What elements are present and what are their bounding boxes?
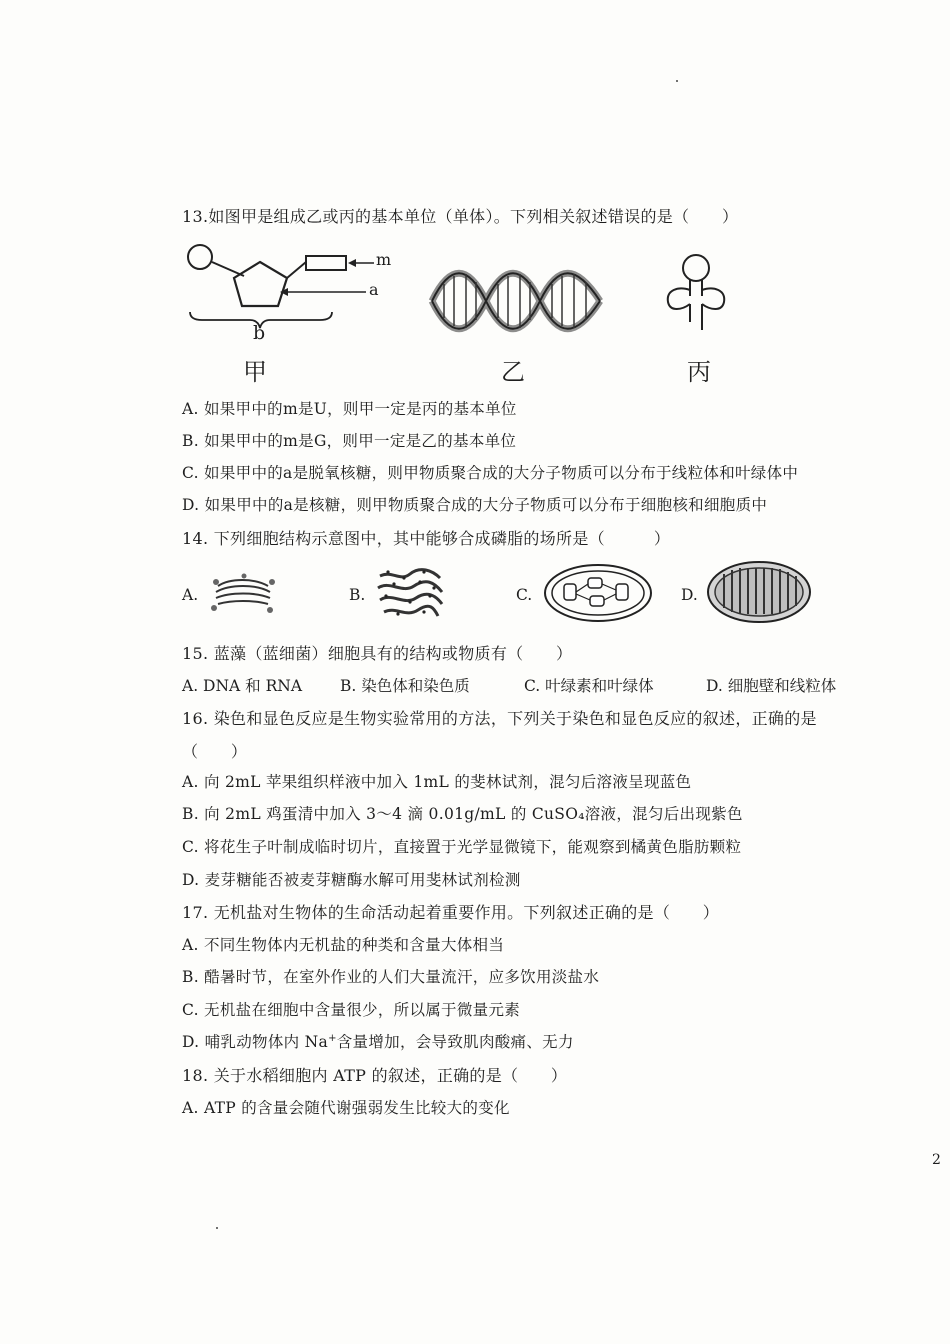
q18-option-a: A. ATP 的含量会随代谢强弱发生比较大的变化 [182,1099,510,1117]
label-m: m [376,250,392,269]
chloroplast-image [542,562,654,624]
q13-option-d: D. 如果甲中的a是核糖，则甲物质聚合成的大分子物质可以分布于细胞核和细胞质中 [182,496,768,514]
sugar-pentagon [234,262,287,306]
q17-option-a: A. 不同生物体内无机盐的种类和含量大体相当 [182,936,505,954]
q14-option-b-label: B. [349,586,366,604]
label-jia: 甲 [243,358,267,386]
q17-stem: 17. 无机盐对生物体的生命活动起着重要作用。下列叙述正确的是（ ） [182,903,720,922]
q13-option-c: C. 如果甲中的a是脱氧核糖，则甲物质聚合成的大分子物质可以分布于线粒体和叶绿体中 [182,464,799,482]
q16-stem-line2: （ ） [182,742,248,761]
q13-option-b: B. 如果甲中的m是G，则甲一定是乙的基本单位 [182,432,517,450]
q17-option-d [182,1030,574,1052]
q14-option-d-label: D. [681,586,698,604]
q14-stem: 14. 下列细胞结构示意图中，其中能够合成磷脂的场所是（ ） [182,529,671,548]
q16-option-c: C. 将花生子叶制成临时切片，直接置于光学显微镜下，能观察到橘黄色脂肪颗粒 [182,838,742,856]
phosphate-circle [188,245,212,269]
q15-stem: 15. 蓝藻（蓝细菌）细胞具有的结构或物质有（ ） [182,644,573,663]
q14-option-c-label: C. [516,586,533,604]
q15-option-d: D. 细胞壁和线粒体 [706,677,837,695]
q17-option-c: C. 无机盐在细胞中含量很少，所以属于微量元素 [182,1001,521,1019]
q18-stem: 18. 关于水稻细胞内 ATP 的叙述，正确的是（ ） [182,1066,568,1085]
scan-speck [216,1227,218,1229]
q16-stem-line1: 16. 染色和显色反应是生物实验常用的方法，下列关于染色和显色反应的叙述，正确的是 [182,709,817,728]
q17-option-d-superscript: + [328,1032,337,1044]
q16-option-b: B. 向 2mL 鸡蛋清中加入 3～4 滴 0.01g/mL 的 CuSO₄溶液，混匀后出现紫色 [182,805,743,823]
q13-stem: 13.如图甲是组成乙或丙的基本单位（单体）。下列相关叙述错误的是（ ） [182,207,739,226]
endoplasmic-reticulum-image [374,566,446,622]
base-rect [306,256,346,270]
dna-double-helix-image [428,262,604,340]
q17-option-d-suffix: 含量增加，会导致肌肉酸痛、无力 [336,1033,574,1051]
label-a: a [369,280,379,299]
q13-option-a: A. 如果甲中的m是U，则甲一定是丙的基本单位 [182,400,517,418]
label-yi: 乙 [501,358,525,386]
q15-option-c: C. 叶绿素和叶绿体 [524,677,654,695]
q15-option-b: B. 染色体和染色质 [340,677,470,695]
q16-option-a: A. 向 2mL 苹果组织样液中加入 1mL 的斐林试剂，混匀后溶液呈现蓝色 [182,773,692,791]
q16-option-d: D. 麦芽糖能否被麦芽糖酶水解可用斐林试剂检测 [182,871,521,889]
trna-cloverleaf-image [660,250,734,336]
label-b: b [253,322,266,344]
q17-option-d-prefix: D. 哺乳动物体内 Na [182,1033,329,1051]
label-bing: 丙 [687,358,711,386]
q14-option-a-label: A. [182,586,199,604]
scan-speck [676,80,678,82]
golgi-apparatus-image [210,572,276,616]
q15-option-a: A. DNA 和 RNA [182,677,303,695]
q17-option-b: B. 酷暑时节，在室外作业的人们大量流汗，应多饮用淡盐水 [182,968,600,986]
mitochondrion-image [706,560,812,624]
page-number: 2 [932,1152,941,1168]
